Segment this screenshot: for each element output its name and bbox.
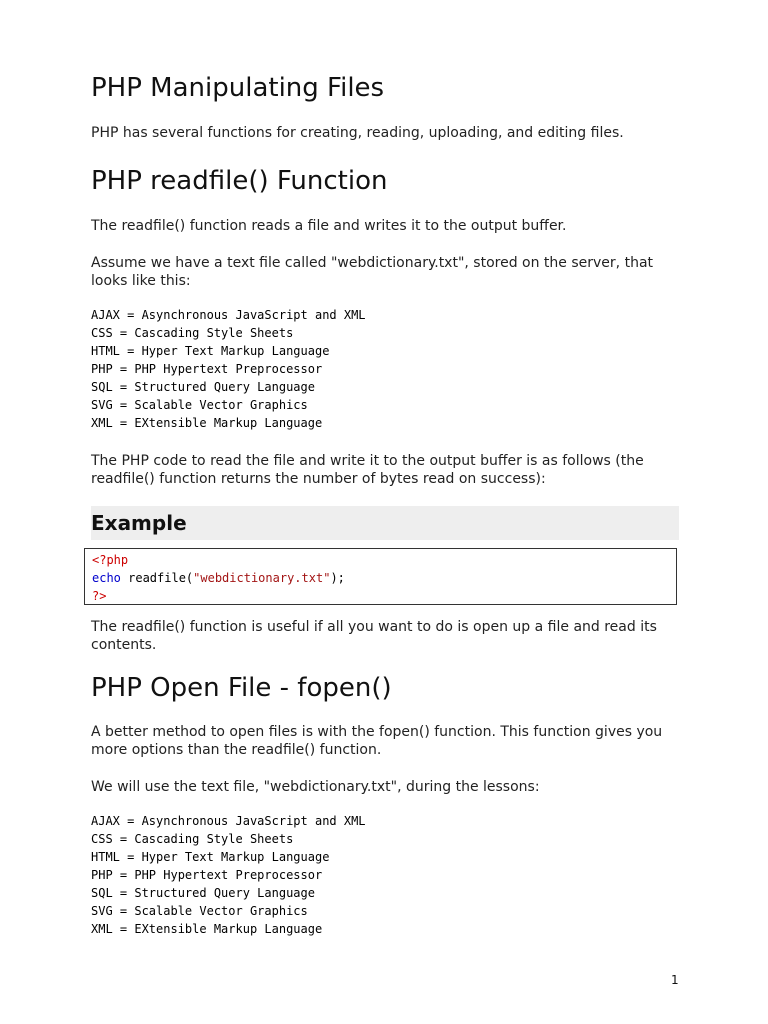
code-line [92,551,676,569]
code-line [92,569,676,587]
code-line: CSS = Cascading Style Sheets [91,326,294,340]
heading-fopen: PHP Open File - fopen() [91,673,392,703]
echo-keyword: echo [92,571,121,585]
use-text-paragraph: We will use the text file, "webdictionary.txt", during the lessons: [91,779,540,795]
php-close-tag: ?> [92,589,107,603]
fopen-description: A better method to open files is with the fopen() function. This function gives you more options than the readfile() function. [91,724,663,758]
heading-readfile: PHP readfile() Function [91,166,388,196]
example-code-box [84,548,677,605]
code-line: SVG = Scalable Vector Graphics [91,398,308,412]
intro-paragraph: PHP has several functions for creating, reading, uploading, and editing files. [91,125,624,141]
page-number: 1 [671,973,679,987]
php-open-tag: <?php [92,553,129,567]
code-line: PHP = PHP Hypertext Preprocessor [91,362,323,376]
readfile-call: readfile( [120,571,194,585]
php-code-paragraph: The PHP code to read the file and write it to the output buffer is as follows (the readfile() function returns the number of bytes read on success): [91,453,644,487]
example-title: Example [91,511,187,535]
code-line: XML = EXtensible Markup Language [91,922,323,936]
code-line: XML = EXtensible Markup Language [91,416,323,430]
code-line: AJAX = Asynchronous JavaScript and XML [91,308,366,322]
code-line: SQL = Structured Query Language [91,380,315,394]
readfile-description: The readfile() function reads a file and writes it to the output buffer. [91,218,567,234]
code-line: HTML = Hyper Text Markup Language [91,850,330,864]
code-line: CSS = Cascading Style Sheets [91,832,294,846]
call-end: ); [330,571,345,585]
readfile-useful-paragraph: The readfile() function is useful if all you want to do is open up a file and read its contents. [91,619,657,653]
code-line: SVG = Scalable Vector Graphics [91,904,308,918]
code-line [92,587,676,605]
code-sample-1 [91,306,366,432]
assume-paragraph: Assume we have a text file called "webdictionary.txt", stored on the server, that looks like this: [91,255,654,289]
code-sample-2 [91,812,366,938]
code-line: SQL = Structured Query Language [91,886,315,900]
code-line: PHP = PHP Hypertext Preprocessor [91,868,323,882]
filename-string: "webdictionary.txt" [193,571,331,585]
code-line: AJAX = Asynchronous JavaScript and XML [91,814,366,828]
code-line: HTML = Hyper Text Markup Language [91,344,330,358]
heading-manipulating-files: PHP Manipulating Files [91,73,385,103]
example-header [91,506,679,540]
